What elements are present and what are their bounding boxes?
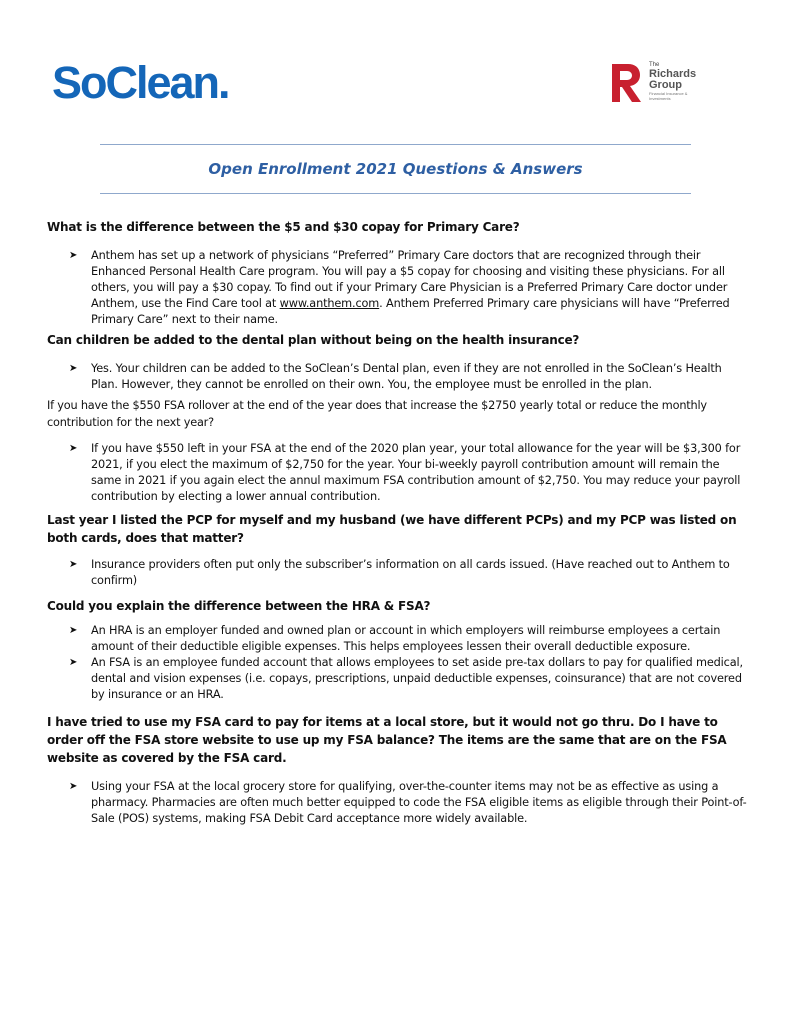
answer-1	[47, 248, 747, 328]
answer-1-text: Anthem has set up a network of physicians “Preferred” Primary Care doctors that are recognized through their Enhanced Personal Health Care program. You will pay a $5 copay for choosing and visiting these physicians. For all others, you will pay a $30 copay. To find out if your Primary Care Physician is a Preferred Primary Care doctor under Anthem, use the Find Care tool at	[91, 249, 728, 310]
top-divider	[100, 144, 691, 145]
bullet-arrow-icon: ➤	[69, 363, 78, 374]
rg-logo-name-1: Richards	[649, 68, 697, 80]
question-5: Could you explain the difference between the HRA & FSA?	[47, 599, 431, 613]
richards-group-r-icon	[610, 62, 642, 104]
anthem-link[interactable]: www.anthem.com	[279, 297, 380, 310]
question-2: Can children be added to the dental plan without being on the health insurance?	[47, 333, 580, 347]
rg-logo-tagline: Financial Insurance & Investments	[649, 91, 688, 101]
question-1: What is the difference between the $5 and $30 copay for Primary Care?	[47, 220, 520, 234]
answer-5a-text: An HRA is an employer funded and owned plan or account in which employers will reimburse employees a certain amount of their deductible eligible expenses. This helps employees lessen their overall deductible exposure.	[91, 624, 721, 653]
question-3: If you have the $550 FSA rollover at the end of the year does that increase the $2750 yearly total or reduce the monthly contribution for the next year?	[47, 399, 707, 429]
answer-3	[47, 441, 747, 505]
bullet-arrow-icon: ➤	[69, 625, 78, 636]
richards-group-logo	[610, 62, 701, 104]
soclean-logo-wordmark: SoClean.	[52, 57, 229, 108]
answer-6	[47, 779, 747, 827]
bullet-arrow-icon: ➤	[69, 657, 78, 668]
bullet-arrow-icon: ➤	[69, 559, 78, 570]
question-6: I have tried to use my FSA card to pay for items at a local store, but it would not go thru. Do I have to order off the FSA store website to use up my FSA balance? The items are the same that are on the FSA website as covered by the FSA card.	[47, 715, 727, 765]
answer-5b	[47, 655, 747, 703]
page-title: Open Enrollment 2021 Questions & Answers	[208, 160, 583, 178]
answer-4	[47, 557, 747, 589]
soclean-logo	[52, 57, 229, 108]
answer-6-text: Using your FSA at the local grocery store for qualifying, over-the-counter items may not be as effective as using a pharmacy. Pharmacies are often much better equipped to code the FSA eligible items as eligible through their Point-of-Sale (POS) systems, making FSA Debit Card acceptance more widely available.	[91, 780, 747, 825]
answer-2	[47, 361, 747, 393]
bullet-arrow-icon: ➤	[69, 781, 78, 792]
rg-logo-the: The	[649, 62, 660, 68]
answer-5b-text: An FSA is an employee funded account that allows employees to set aside pre-tax dollars to pay for qualified medical, dental and vision expenses (i.e. copays, prescriptions, unpaid deductible expenses, coinsurance) that are not covered by insurance or an HRA.	[91, 656, 743, 701]
bottom-divider	[100, 193, 691, 194]
bullet-arrow-icon: ➤	[69, 443, 78, 454]
question-4: Last year I listed the PCP for myself and my husband (we have different PCPs) and my PCP was listed on both cards, does that matter?	[47, 513, 737, 545]
answer-3-text: If you have $550 left in your FSA at the end of the 2020 plan year, your total allowance for the year will be $3,300 for 2021, if you elect the maximum of $2,750 for the year. Your bi-weekly payroll contribution amount will remain the same in 2021 if you again elect the annul maximum FSA contribution amount of $2,750. You may reduce your payroll contribution by electing a lower annual contribution.	[91, 442, 741, 503]
qa-content	[47, 218, 747, 827]
answer-4-text: Insurance providers often put only the subscriber’s information on all cards issued. (Have reached out to Anthem to confirm)	[91, 558, 730, 587]
rg-logo-name-2: Group	[649, 79, 682, 91]
answer-1-tail: . Anthem Preferred Primary care physicians will have “Preferred Primary Care” next to their name.	[91, 297, 730, 326]
bullet-arrow-icon: ➤	[69, 250, 78, 261]
answer-2-text: Yes. Your children can be added to the SoClean’s Dental plan, even if they are not enrolled in the SoClean’s Health Plan. However, they cannot be enrolled on their own. You, the employee must be enrolled in the plan.	[91, 362, 722, 391]
answer-5a	[47, 623, 747, 655]
